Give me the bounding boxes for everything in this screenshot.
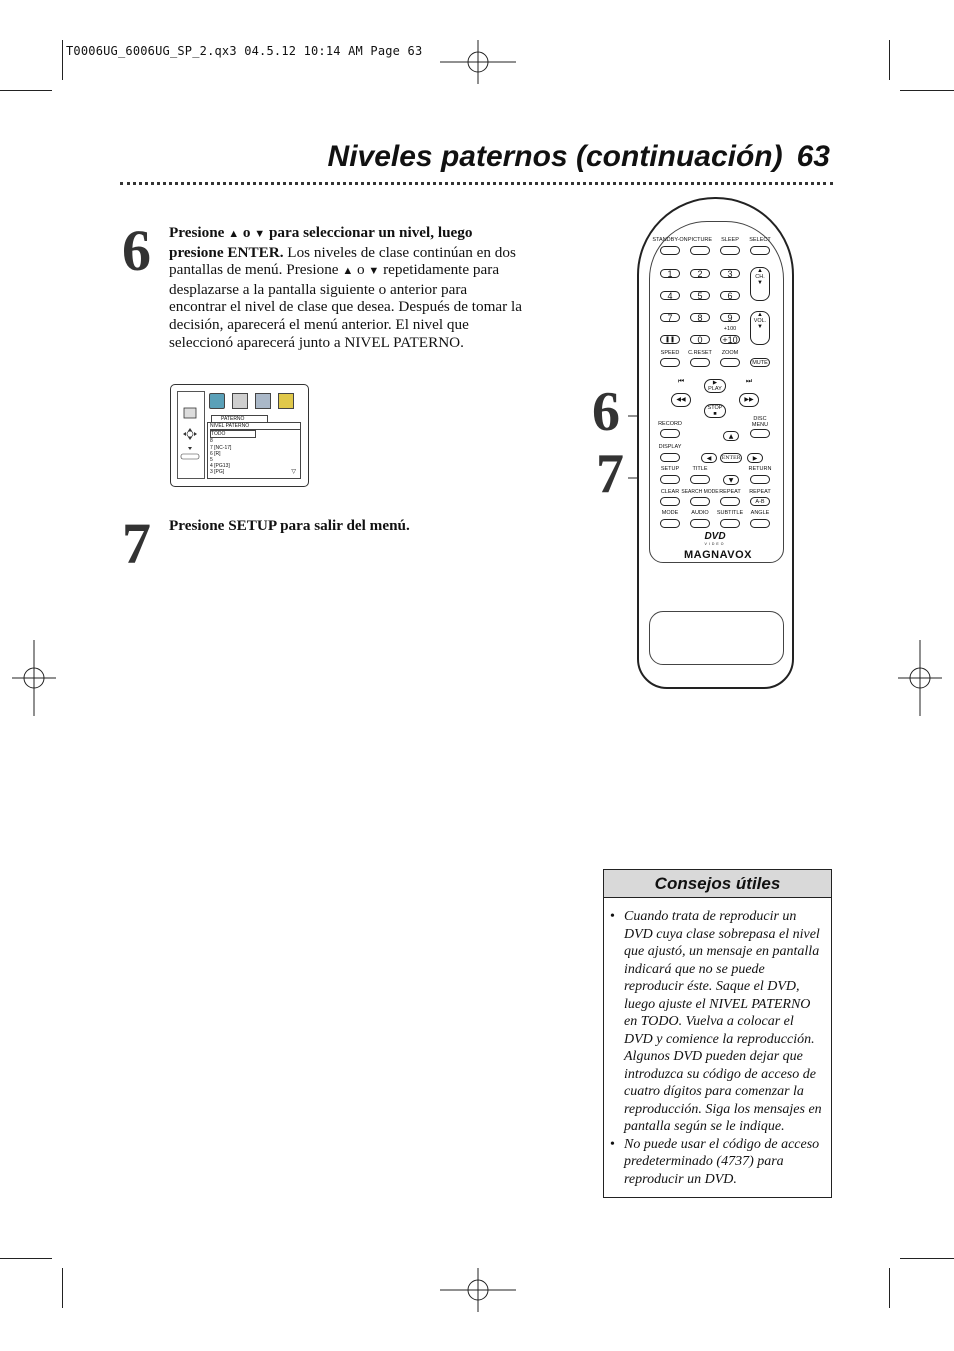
- enter-button[interactable]: ENTER: [721, 455, 741, 461]
- dvd-logo: DVD: [704, 531, 726, 542]
- subtitle-button[interactable]: [720, 519, 740, 528]
- clear-button[interactable]: [660, 497, 680, 506]
- dpad-up-button[interactable]: ▲: [723, 431, 739, 441]
- stop-button[interactable]: [704, 404, 726, 418]
- skip-back-icon: ⏮: [677, 378, 685, 385]
- up-arrow-icon: ▲: [342, 265, 354, 278]
- crop-mark: [889, 40, 890, 80]
- repeat-label: REPEAT: [719, 489, 741, 495]
- select-label: SELECT: [749, 237, 771, 243]
- angle-label: ANGLE: [750, 510, 770, 516]
- tips-header: Consejos útiles: [604, 870, 831, 898]
- repeat-ab-button[interactable]: A-B: [750, 497, 770, 506]
- print-slug: T0006UG_6006UG_SP_2.qx3 04.5.12 10:14 AM Page 63: [66, 44, 423, 58]
- dvd-video-label: VIDEO: [704, 542, 726, 546]
- record-label: RECORD: [658, 421, 682, 427]
- step-6-number: 6: [122, 218, 151, 283]
- registration-mark-icon: [12, 640, 56, 716]
- repeat-button[interactable]: [720, 497, 740, 506]
- mode-label: MODE: [661, 510, 679, 516]
- up-arrow-icon: ▲: [228, 228, 240, 240]
- step-7-number: 7: [122, 511, 151, 576]
- digit-5-button[interactable]: 5: [690, 291, 710, 300]
- audio-label: AUDIO: [691, 510, 709, 516]
- vol-label: VOL.: [753, 318, 767, 324]
- standby-on-label: STANDBY-ON: [652, 237, 688, 243]
- zoom-button[interactable]: [720, 358, 740, 367]
- tip-item: • No puede usar el código de acceso predeterminado (4737) para reproducir un DVD.: [624, 1136, 823, 1189]
- speed-button[interactable]: [660, 358, 680, 367]
- digit-0-button[interactable]: 0: [690, 335, 710, 344]
- sleep-button[interactable]: [720, 246, 740, 255]
- mode-button[interactable]: [660, 519, 680, 528]
- page-title: [328, 140, 830, 174]
- digit-8-button[interactable]: 8: [690, 313, 710, 322]
- rating-item: 7 [NC-17]: [210, 444, 232, 451]
- return-label: RETURN: [748, 466, 772, 472]
- step-6-body-2: repetidamente para desplazarse a la pantalla siguiente o anterior para encontrar el nivel de clase que desea. Después de tomar la decisión, aparecerá el menú anterior. El nivel que seleccionó aparecerá junto a NIVEL PATERNO.: [169, 261, 522, 351]
- screen-icon: [232, 393, 248, 409]
- tip-item: • Cuando trata de reproducir un DVD cuya clase sobrepasa el nivel que ajustó, un mensaje en pantalla indicará que no se puede reproducir éste. Saque el DVD, luego ajuste el NIVEL PATERNO en TODO. Vuelva a colocar el DVD y comience la reproducción. Algunos DVD pueden dejar que introduzca su código de acceso de cuatro dígitos para comenzar la reproducción. Siga los mensajes en pantalla según se le indique.: [624, 908, 823, 1136]
- pause-button[interactable]: ❚❚: [660, 335, 680, 344]
- return-button[interactable]: [750, 475, 770, 484]
- ch-down-icon: ▼: [757, 280, 763, 286]
- magnavox-logo: MAGNAVOX: [684, 549, 752, 561]
- step-6-body-o: o: [357, 261, 365, 279]
- dpad-down-button[interactable]: ▼: [723, 475, 739, 485]
- zoom-label: ZOOM: [721, 350, 739, 356]
- registration-mark-icon: [440, 1268, 516, 1312]
- fast-forward-button[interactable]: ▶▶: [739, 393, 759, 407]
- remote-buttons: [637, 197, 794, 689]
- tips-box: [603, 869, 832, 1198]
- speed-label: SPEED: [660, 350, 680, 356]
- rating-item: 8: [210, 438, 213, 445]
- step-6-body-1: Los niveles de clase continúan en dos pantallas de menú. Presione: [169, 243, 516, 279]
- dpad-left-button[interactable]: ◀: [701, 453, 717, 463]
- display-label: DISPLAY: [658, 444, 682, 450]
- crop-mark: [62, 1268, 63, 1308]
- c-reset-label: C.RESET: [688, 350, 712, 356]
- repeat-ab-label: REPEAT: [749, 489, 771, 495]
- ch-label: CH.: [755, 274, 765, 280]
- disc-menu-label: DISC MENU: [751, 416, 769, 428]
- rating-list: [207, 422, 301, 479]
- digit-9-button[interactable]: 9: [720, 313, 740, 322]
- rating-item: 4 [PG13]: [210, 463, 230, 470]
- volume-rocker[interactable]: [750, 311, 770, 345]
- down-arrow-icon: ▼: [368, 265, 380, 278]
- menu-nav-icon: [178, 392, 204, 478]
- disc-menu-button[interactable]: [750, 429, 770, 438]
- down-arrow-icon: ▼: [254, 228, 266, 240]
- crop-mark: [62, 40, 63, 80]
- step-6-text: [169, 224, 525, 351]
- rating-item: 5: [210, 457, 213, 464]
- callout-6: 6: [592, 381, 620, 443]
- registration-mark-icon: [898, 640, 942, 716]
- scroll-down-icon: ▽: [291, 468, 296, 475]
- step-7-text: [169, 517, 525, 535]
- digit-4-button[interactable]: 4: [660, 291, 680, 300]
- plus10-button[interactable]: +10: [720, 335, 740, 344]
- setup-button[interactable]: [660, 475, 680, 484]
- vol-down-icon: ▼: [757, 324, 763, 330]
- digit-3-button[interactable]: 3: [720, 269, 740, 278]
- title-button[interactable]: [690, 475, 710, 484]
- stop-icon: ■: [713, 411, 717, 417]
- rating-item-selected: TODO: [210, 430, 256, 438]
- plus100-label: +100: [723, 326, 737, 332]
- sleep-label: SLEEP: [721, 237, 739, 243]
- c-reset-button[interactable]: [690, 358, 710, 367]
- channel-rocker[interactable]: [750, 267, 770, 301]
- search-mode-button[interactable]: [690, 497, 710, 506]
- tips-list: [604, 898, 831, 1188]
- select-button[interactable]: [750, 246, 770, 255]
- clear-label: CLEAR: [660, 489, 680, 495]
- play-button[interactable]: [704, 379, 726, 393]
- crop-mark: [900, 90, 954, 91]
- ch-up-icon: ▲: [757, 268, 763, 274]
- crop-mark: [889, 1268, 890, 1308]
- subtitle-label: SUBTITLE: [716, 510, 744, 516]
- rating-item: 3 [PG]: [210, 469, 225, 476]
- angle-button[interactable]: [750, 519, 770, 528]
- crop-mark: [0, 90, 52, 91]
- standby-on-button[interactable]: [660, 246, 680, 255]
- display-button[interactable]: [660, 453, 680, 462]
- dpad-right-button[interactable]: ▶: [747, 453, 763, 463]
- dotted-divider: [120, 182, 833, 185]
- menu-sidebar: [177, 391, 205, 479]
- title-label: TITLE: [692, 466, 708, 472]
- audio-button[interactable]: [690, 519, 710, 528]
- page-number: 63: [796, 140, 830, 173]
- digit-7-button[interactable]: 7: [660, 313, 680, 322]
- page-title-text: Niveles paternos (continuación): [327, 140, 783, 173]
- speaker-icon: [255, 393, 271, 409]
- play-icon: ▶: [712, 380, 718, 386]
- step-6-bold-o: o: [242, 224, 251, 241]
- skip-forward-icon: ⏭: [745, 378, 753, 385]
- callout-7: 7: [596, 443, 624, 505]
- lock-icon: [278, 393, 294, 409]
- play-label: PLAY: [708, 386, 722, 392]
- rewind-button[interactable]: ◀◀: [671, 393, 691, 407]
- digit-2-button[interactable]: 2: [690, 269, 710, 278]
- paterno-tab: PATERNO: [211, 415, 268, 423]
- crop-mark: [0, 1258, 52, 1259]
- parental-menu-screen: [170, 384, 309, 487]
- record-button[interactable]: [660, 429, 680, 438]
- step-7-instruction: Presione SETUP para salir del menú.: [169, 517, 410, 534]
- registration-mark-icon: [440, 40, 516, 84]
- picture-button[interactable]: [690, 246, 710, 255]
- crop-mark: [900, 1258, 954, 1259]
- rating-item: 6 [R]: [210, 450, 221, 457]
- stop-label: STOP: [707, 405, 723, 411]
- step-6-bold-instruction: para seleccionar un nivel, luego presione ENTER.: [169, 224, 473, 261]
- vol-up-icon: ▲: [757, 312, 763, 318]
- mute-button[interactable]: MUTE: [750, 358, 770, 367]
- setup-label: SETUP: [660, 466, 680, 472]
- picture-label: PICTURE: [687, 237, 713, 243]
- step-6-bold-presione: Presione: [169, 224, 225, 241]
- digit-6-button[interactable]: 6: [720, 291, 740, 300]
- search-mode-label: SEARCH MODE: [681, 489, 719, 495]
- digit-1-button[interactable]: 1: [660, 269, 680, 278]
- rating-item: NIVEL PATERNO: [210, 423, 300, 430]
- globe-icon: [209, 393, 225, 409]
